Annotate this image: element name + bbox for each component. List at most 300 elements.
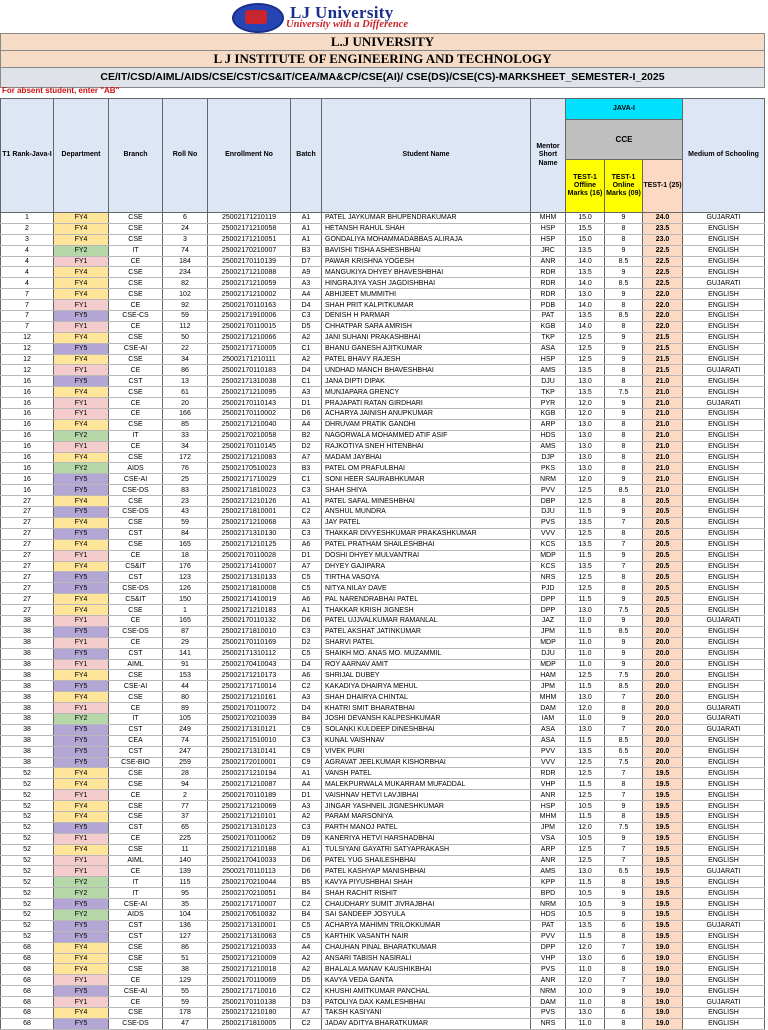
roll-cell[interactable]: 249 <box>163 724 208 735</box>
department-cell[interactable]: FY4 <box>54 670 109 681</box>
online-marks-cell[interactable]: 9 <box>605 550 643 561</box>
mentor-cell[interactable]: ASA <box>531 735 566 746</box>
mentor-cell[interactable]: KGB <box>531 321 566 332</box>
enrollment-cell[interactable]: 25002171210087 <box>208 779 291 790</box>
enrollment-cell[interactable]: 25002171210033 <box>208 942 291 953</box>
roll-cell[interactable]: 76 <box>163 463 208 474</box>
medium-cell[interactable]: GUJARATI <box>683 920 765 931</box>
student-name-cell[interactable]: SHAH DHAIRYA CHINTAL <box>322 692 531 703</box>
branch-cell[interactable]: CE <box>109 409 163 420</box>
offline-marks-cell[interactable]: 12.5 <box>566 583 605 594</box>
enrollment-cell[interactable]: 25002171310063 <box>208 931 291 942</box>
offline-marks-cell[interactable]: 12.5 <box>566 332 605 343</box>
rank-cell[interactable]: 16 <box>1 430 54 441</box>
department-cell[interactable]: FY4 <box>54 942 109 953</box>
roll-cell[interactable]: 74 <box>163 735 208 746</box>
batch-cell[interactable]: C3 <box>291 822 322 833</box>
roll-cell[interactable]: 86 <box>163 365 208 376</box>
total-marks-cell[interactable]: 19.0 <box>643 975 683 986</box>
batch-cell[interactable]: C3 <box>291 735 322 746</box>
enrollment-cell[interactable]: 25002170210044 <box>208 877 291 888</box>
branch-cell[interactable]: CSE-DS <box>109 626 163 637</box>
enrollment-cell[interactable]: 25002170110183 <box>208 365 291 376</box>
department-cell[interactable]: FY1 <box>54 615 109 626</box>
offline-marks-cell[interactable]: 13.5 <box>566 365 605 376</box>
mentor-cell[interactable]: ANR <box>531 855 566 866</box>
total-marks-cell[interactable]: 20.5 <box>643 572 683 583</box>
enrollment-cell[interactable]: 25002171210095 <box>208 387 291 398</box>
online-marks-cell[interactable]: 9 <box>605 354 643 365</box>
online-marks-cell[interactable]: 8 <box>605 223 643 234</box>
branch-cell[interactable]: CSE-AI <box>109 986 163 997</box>
roll-cell[interactable]: 3 <box>163 234 208 245</box>
roll-cell[interactable]: 150 <box>163 594 208 605</box>
branch-cell[interactable]: CE <box>109 866 163 877</box>
online-marks-cell[interactable]: 9 <box>605 474 643 485</box>
enrollment-cell[interactable]: 25002171210173 <box>208 670 291 681</box>
batch-cell[interactable]: A1 <box>291 234 322 245</box>
online-marks-cell[interactable]: 8 <box>605 931 643 942</box>
branch-cell[interactable]: AIDS <box>109 463 163 474</box>
mentor-cell[interactable]: HSP <box>531 801 566 812</box>
roll-cell[interactable]: 115 <box>163 877 208 888</box>
medium-cell[interactable]: ENGLISH <box>683 953 765 964</box>
total-marks-cell[interactable]: 24.0 <box>643 213 683 224</box>
department-cell[interactable]: FY1 <box>54 659 109 670</box>
department-cell[interactable]: FY1 <box>54 790 109 801</box>
rank-cell[interactable]: 38 <box>1 713 54 724</box>
student-name-cell[interactable]: BAVISHI TISHA ASHESHBHAI <box>322 245 531 256</box>
online-marks-cell[interactable]: 9 <box>605 899 643 910</box>
student-name-cell[interactable]: SHAIKH MO. ANAS MO. MUZAMMIL <box>322 648 531 659</box>
branch-cell[interactable]: CE <box>109 997 163 1008</box>
branch-cell[interactable]: CSE <box>109 278 163 289</box>
medium-cell[interactable]: GUJARATI <box>683 365 765 376</box>
mentor-cell[interactable]: KGB <box>531 409 566 420</box>
batch-cell[interactable]: C2 <box>291 1018 322 1029</box>
medium-cell[interactable]: ENGLISH <box>683 354 765 365</box>
total-marks-cell[interactable]: 22.5 <box>643 267 683 278</box>
total-marks-cell[interactable]: 21.5 <box>643 354 683 365</box>
offline-marks-cell[interactable]: 15.0 <box>566 234 605 245</box>
enrollment-cell[interactable]: 25002171710016 <box>208 986 291 997</box>
rank-cell[interactable]: 27 <box>1 550 54 561</box>
medium-cell[interactable]: ENGLISH <box>683 833 765 844</box>
rank-cell[interactable]: 27 <box>1 517 54 528</box>
offline-marks-cell[interactable]: 13.5 <box>566 517 605 528</box>
batch-cell[interactable]: D5 <box>291 321 322 332</box>
offline-marks-cell[interactable]: 12.5 <box>566 855 605 866</box>
rank-cell[interactable]: 27 <box>1 539 54 550</box>
branch-cell[interactable]: CSE <box>109 844 163 855</box>
department-cell[interactable]: FY5 <box>54 920 109 931</box>
department-cell[interactable]: FY4 <box>54 289 109 300</box>
department-cell[interactable]: FY4 <box>54 605 109 616</box>
total-marks-cell[interactable]: 22.5 <box>643 256 683 267</box>
offline-marks-cell[interactable]: 13.0 <box>566 953 605 964</box>
medium-cell[interactable]: GUJARATI <box>683 703 765 714</box>
department-cell[interactable]: FY1 <box>54 300 109 311</box>
online-marks-cell[interactable]: 6 <box>605 953 643 964</box>
enrollment-cell[interactable]: 25002171310038 <box>208 376 291 387</box>
online-marks-cell[interactable]: 7.5 <box>605 387 643 398</box>
online-marks-cell[interactable]: 8.5 <box>605 256 643 267</box>
roll-cell[interactable]: 11 <box>163 844 208 855</box>
online-marks-cell[interactable]: 9 <box>605 409 643 420</box>
enrollment-cell[interactable]: 25002171210068 <box>208 517 291 528</box>
total-marks-cell[interactable]: 20.0 <box>643 703 683 714</box>
roll-cell[interactable]: 104 <box>163 910 208 921</box>
offline-marks-cell[interactable]: 11.0 <box>566 997 605 1008</box>
total-marks-cell[interactable]: 20.0 <box>643 724 683 735</box>
enrollment-cell[interactable]: 25002170210051 <box>208 888 291 899</box>
department-cell[interactable]: FY5 <box>54 474 109 485</box>
total-marks-cell[interactable]: 21.0 <box>643 398 683 409</box>
department-cell[interactable]: FY1 <box>54 703 109 714</box>
department-cell[interactable]: FY4 <box>54 517 109 528</box>
mentor-cell[interactable]: MDP <box>531 637 566 648</box>
mentor-cell[interactable]: HDS <box>531 910 566 921</box>
mentor-cell[interactable]: HAM <box>531 670 566 681</box>
medium-cell[interactable]: ENGLISH <box>683 387 765 398</box>
online-marks-cell[interactable]: 8.5 <box>605 626 643 637</box>
student-name-cell[interactable]: PATEL JAYKUMAR BHUPENDRAKUMAR <box>322 213 531 224</box>
enrollment-cell[interactable]: 25002170110139 <box>208 256 291 267</box>
department-cell[interactable]: FY4 <box>54 1008 109 1019</box>
offline-marks-cell[interactable]: 11.5 <box>566 626 605 637</box>
department-cell[interactable]: FY2 <box>54 463 109 474</box>
branch-cell[interactable]: CSE <box>109 605 163 616</box>
medium-cell[interactable]: GUJARATI <box>683 615 765 626</box>
roll-cell[interactable]: 178 <box>163 1008 208 1019</box>
medium-cell[interactable]: ENGLISH <box>683 975 765 986</box>
rank-cell[interactable]: 68 <box>1 964 54 975</box>
offline-marks-cell[interactable]: 10.5 <box>566 801 605 812</box>
offline-marks-cell[interactable]: 12.5 <box>566 354 605 365</box>
batch-cell[interactable]: C3 <box>291 485 322 496</box>
medium-cell[interactable]: ENGLISH <box>683 899 765 910</box>
offline-marks-cell[interactable]: 12.5 <box>566 496 605 507</box>
rank-cell[interactable]: 38 <box>1 724 54 735</box>
roll-cell[interactable]: 18 <box>163 550 208 561</box>
online-marks-cell[interactable]: 8.5 <box>605 485 643 496</box>
mentor-cell[interactable]: JAZ <box>531 615 566 626</box>
branch-cell[interactable]: CS&IT <box>109 561 163 572</box>
online-marks-cell[interactable]: 9 <box>605 888 643 899</box>
student-name-cell[interactable]: UNDHAD MANCH BHAVESHBHAI <box>322 365 531 376</box>
branch-cell[interactable]: CSE-AI <box>109 681 163 692</box>
roll-cell[interactable]: 51 <box>163 953 208 964</box>
mentor-cell[interactable]: VSA <box>531 833 566 844</box>
mentor-cell[interactable]: AMS <box>531 365 566 376</box>
branch-cell[interactable]: CSE-AI <box>109 899 163 910</box>
total-marks-cell[interactable]: 19.0 <box>643 997 683 1008</box>
batch-cell[interactable]: A1 <box>291 496 322 507</box>
total-marks-cell[interactable]: 19.0 <box>643 1008 683 1019</box>
roll-cell[interactable]: 140 <box>163 855 208 866</box>
branch-cell[interactable]: CE <box>109 300 163 311</box>
mentor-cell[interactable]: ANR <box>531 256 566 267</box>
offline-marks-cell[interactable]: 13.0 <box>566 724 605 735</box>
mentor-cell[interactable]: PAT <box>531 311 566 322</box>
medium-cell[interactable]: ENGLISH <box>683 409 765 420</box>
department-cell[interactable]: FY4 <box>54 278 109 289</box>
student-name-cell[interactable]: BHALALA MANAV KAUSHIKBHAI <box>322 964 531 975</box>
online-marks-cell[interactable]: 8 <box>605 583 643 594</box>
department-cell[interactable]: FY5 <box>54 1018 109 1029</box>
batch-cell[interactable]: D1 <box>291 550 322 561</box>
mentor-cell[interactable]: PAT <box>531 920 566 931</box>
rank-cell[interactable]: 27 <box>1 594 54 605</box>
student-name-cell[interactable]: JADAV ADITYA BHARATKUMAR <box>322 1018 531 1029</box>
roll-cell[interactable]: 25 <box>163 474 208 485</box>
student-name-cell[interactable]: ANSARI TABISH NASIRALI <box>322 953 531 964</box>
offline-marks-cell[interactable]: 12.0 <box>566 474 605 485</box>
rank-cell[interactable]: 4 <box>1 267 54 278</box>
medium-cell[interactable]: ENGLISH <box>683 289 765 300</box>
online-marks-cell[interactable]: 7 <box>605 539 643 550</box>
roll-cell[interactable]: 141 <box>163 648 208 659</box>
rank-cell[interactable]: 52 <box>1 866 54 877</box>
total-marks-cell[interactable]: 19.0 <box>643 1018 683 1029</box>
offline-marks-cell[interactable]: 11.5 <box>566 877 605 888</box>
total-marks-cell[interactable]: 19.5 <box>643 822 683 833</box>
rank-cell[interactable]: 27 <box>1 605 54 616</box>
batch-cell[interactable]: C5 <box>291 583 322 594</box>
batch-cell[interactable]: D4 <box>291 300 322 311</box>
mentor-cell[interactable]: AMS <box>531 866 566 877</box>
department-cell[interactable]: FY4 <box>54 332 109 343</box>
batch-cell[interactable]: A7 <box>291 561 322 572</box>
total-marks-cell[interactable]: 19.5 <box>643 844 683 855</box>
enrollment-cell[interactable]: 25002171810001 <box>208 507 291 518</box>
student-name-cell[interactable]: CHAUDHARY SUMIT JIVRAJBHAI <box>322 899 531 910</box>
branch-cell[interactable]: CST <box>109 376 163 387</box>
roll-cell[interactable]: 153 <box>163 670 208 681</box>
batch-cell[interactable]: A3 <box>291 278 322 289</box>
rank-cell[interactable]: 52 <box>1 768 54 779</box>
batch-cell[interactable]: B4 <box>291 888 322 899</box>
total-marks-cell[interactable]: 19.5 <box>643 899 683 910</box>
roll-cell[interactable]: 92 <box>163 300 208 311</box>
rank-cell[interactable]: 7 <box>1 289 54 300</box>
mentor-cell[interactable]: VVV <box>531 528 566 539</box>
student-name-cell[interactable]: ACHARYA JAINISH ANUPKUMAR <box>322 409 531 420</box>
student-name-cell[interactable]: PATOLIYA DAX KAMLESHBHAI <box>322 997 531 1008</box>
batch-cell[interactable]: A7 <box>291 1008 322 1019</box>
offline-marks-cell[interactable]: 13.0 <box>566 452 605 463</box>
student-name-cell[interactable]: KANERIYA HETVI HARSHADBHAI <box>322 833 531 844</box>
rank-cell[interactable]: 38 <box>1 659 54 670</box>
branch-cell[interactable]: CSE-AI <box>109 474 163 485</box>
medium-cell[interactable]: ENGLISH <box>683 594 765 605</box>
mentor-cell[interactable]: DJU <box>531 648 566 659</box>
branch-cell[interactable]: CSE <box>109 419 163 430</box>
branch-cell[interactable]: CSE <box>109 539 163 550</box>
rank-cell[interactable]: 68 <box>1 942 54 953</box>
total-marks-cell[interactable]: 21.0 <box>643 463 683 474</box>
total-marks-cell[interactable]: 21.0 <box>643 474 683 485</box>
batch-cell[interactable]: D4 <box>291 659 322 670</box>
offline-marks-cell[interactable]: 13.5 <box>566 539 605 550</box>
online-marks-cell[interactable]: 8 <box>605 419 643 430</box>
batch-cell[interactable]: A2 <box>291 953 322 964</box>
rank-cell[interactable]: 52 <box>1 822 54 833</box>
mentor-cell[interactable]: HSP <box>531 223 566 234</box>
batch-cell[interactable]: D6 <box>291 866 322 877</box>
roll-cell[interactable]: 259 <box>163 757 208 768</box>
student-name-cell[interactable]: VIVEK PURI <box>322 746 531 757</box>
student-name-cell[interactable]: SHAH PRIT KALPITKUMAR <box>322 300 531 311</box>
online-marks-cell[interactable]: 8 <box>605 365 643 376</box>
offline-marks-cell[interactable]: 13.0 <box>566 441 605 452</box>
department-cell[interactable]: FY2 <box>54 910 109 921</box>
medium-cell[interactable]: ENGLISH <box>683 245 765 256</box>
medium-cell[interactable]: ENGLISH <box>683 670 765 681</box>
enrollment-cell[interactable]: 25002171210161 <box>208 692 291 703</box>
total-marks-cell[interactable]: 19.0 <box>643 953 683 964</box>
mentor-cell[interactable]: HDS <box>531 430 566 441</box>
mentor-cell[interactable]: RDR <box>531 768 566 779</box>
rank-cell[interactable]: 38 <box>1 615 54 626</box>
online-marks-cell[interactable]: 8 <box>605 811 643 822</box>
roll-cell[interactable]: 234 <box>163 267 208 278</box>
medium-cell[interactable]: ENGLISH <box>683 877 765 888</box>
rank-cell[interactable]: 12 <box>1 365 54 376</box>
rank-cell[interactable]: 38 <box>1 692 54 703</box>
student-name-cell[interactable]: JINGAR YASHNEIL JIGNESHKUMAR <box>322 801 531 812</box>
enrollment-cell[interactable]: 25002170210039 <box>208 713 291 724</box>
mentor-cell[interactable]: NRM <box>531 899 566 910</box>
rank-cell[interactable]: 68 <box>1 975 54 986</box>
department-cell[interactable]: FY4 <box>54 267 109 278</box>
branch-cell[interactable]: CST <box>109 528 163 539</box>
online-marks-cell[interactable]: 8 <box>605 463 643 474</box>
branch-cell[interactable]: CSE <box>109 953 163 964</box>
department-cell[interactable]: FY1 <box>54 975 109 986</box>
department-cell[interactable]: FY4 <box>54 811 109 822</box>
online-marks-cell[interactable]: 8 <box>605 234 643 245</box>
rank-cell[interactable]: 52 <box>1 931 54 942</box>
batch-cell[interactable]: A6 <box>291 670 322 681</box>
student-name-cell[interactable]: JANA DIPTI DIPAK <box>322 376 531 387</box>
batch-cell[interactable]: C9 <box>291 746 322 757</box>
offline-marks-cell[interactable]: 14.0 <box>566 300 605 311</box>
student-name-cell[interactable]: PAWAR KRISHNA YOGESH <box>322 256 531 267</box>
online-marks-cell[interactable]: 9 <box>605 801 643 812</box>
student-name-cell[interactable]: VANSH PATEL <box>322 768 531 779</box>
mentor-cell[interactable]: RDR <box>531 278 566 289</box>
offline-marks-cell[interactable]: 12.0 <box>566 822 605 833</box>
batch-cell[interactable]: C5 <box>291 648 322 659</box>
enrollment-cell[interactable]: 25002170210007 <box>208 245 291 256</box>
branch-cell[interactable]: AIML <box>109 659 163 670</box>
student-name-cell[interactable]: PATEL AKSHAT JATINKUMAR <box>322 626 531 637</box>
department-cell[interactable]: FY5 <box>54 724 109 735</box>
enrollment-cell[interactable]: 25002170110069 <box>208 975 291 986</box>
roll-cell[interactable]: 247 <box>163 746 208 757</box>
rank-cell[interactable]: 3 <box>1 234 54 245</box>
student-name-cell[interactable]: TIRTHA VASOYA <box>322 572 531 583</box>
mentor-cell[interactable]: DPP <box>531 605 566 616</box>
total-marks-cell[interactable]: 23.0 <box>643 234 683 245</box>
branch-cell[interactable]: CST <box>109 572 163 583</box>
total-marks-cell[interactable]: 20.0 <box>643 659 683 670</box>
rank-cell[interactable]: 38 <box>1 637 54 648</box>
offline-marks-cell[interactable]: 12.5 <box>566 757 605 768</box>
enrollment-cell[interactable]: 25002171310141 <box>208 746 291 757</box>
total-marks-cell[interactable]: 19.0 <box>643 942 683 953</box>
rank-cell[interactable]: 7 <box>1 311 54 322</box>
rank-cell[interactable]: 27 <box>1 561 54 572</box>
department-cell[interactable]: FY5 <box>54 572 109 583</box>
medium-cell[interactable]: ENGLISH <box>683 746 765 757</box>
department-cell[interactable]: FY2 <box>54 430 109 441</box>
rank-cell[interactable]: 68 <box>1 1018 54 1029</box>
roll-cell[interactable]: 23 <box>163 496 208 507</box>
mentor-cell[interactable]: DJU <box>531 507 566 518</box>
total-marks-cell[interactable]: 20.5 <box>643 561 683 572</box>
total-marks-cell[interactable]: 20.0 <box>643 670 683 681</box>
mentor-cell[interactable]: DAM <box>531 703 566 714</box>
enrollment-cell[interactable]: 25002171310123 <box>208 822 291 833</box>
batch-cell[interactable]: D7 <box>291 256 322 267</box>
branch-cell[interactable]: CSE <box>109 234 163 245</box>
total-marks-cell[interactable]: 19.0 <box>643 964 683 975</box>
batch-cell[interactable]: A2 <box>291 332 322 343</box>
roll-cell[interactable]: 94 <box>163 779 208 790</box>
roll-cell[interactable]: 38 <box>163 964 208 975</box>
rank-cell[interactable]: 38 <box>1 746 54 757</box>
offline-marks-cell[interactable]: 13.0 <box>566 866 605 877</box>
medium-cell[interactable]: ENGLISH <box>683 822 765 833</box>
medium-cell[interactable]: ENGLISH <box>683 964 765 975</box>
total-marks-cell[interactable]: 22.5 <box>643 278 683 289</box>
medium-cell[interactable]: ENGLISH <box>683 681 765 692</box>
branch-cell[interactable]: CSE <box>109 768 163 779</box>
total-marks-cell[interactable]: 20.0 <box>643 746 683 757</box>
total-marks-cell[interactable]: 20.0 <box>643 615 683 626</box>
online-marks-cell[interactable]: 8.5 <box>605 681 643 692</box>
total-marks-cell[interactable]: 20.0 <box>643 626 683 637</box>
rank-cell[interactable]: 12 <box>1 332 54 343</box>
offline-marks-cell[interactable]: 12.5 <box>566 844 605 855</box>
department-cell[interactable]: FY5 <box>54 583 109 594</box>
online-marks-cell[interactable]: 7.5 <box>605 757 643 768</box>
roll-cell[interactable]: 95 <box>163 888 208 899</box>
batch-cell[interactable]: A6 <box>291 594 322 605</box>
offline-marks-cell[interactable]: 11.5 <box>566 681 605 692</box>
department-cell[interactable]: FY5 <box>54 746 109 757</box>
branch-cell[interactable]: CE <box>109 256 163 267</box>
batch-cell[interactable]: A1 <box>291 213 322 224</box>
department-cell[interactable]: FY5 <box>54 681 109 692</box>
medium-cell[interactable]: ENGLISH <box>683 550 765 561</box>
roll-cell[interactable]: 77 <box>163 801 208 812</box>
medium-cell[interactable]: ENGLISH <box>683 223 765 234</box>
student-name-cell[interactable]: MUNJAPARA GRENCY <box>322 387 531 398</box>
mentor-cell[interactable]: PDB <box>531 300 566 311</box>
online-marks-cell[interactable]: 9 <box>605 910 643 921</box>
online-marks-cell[interactable]: 9 <box>605 343 643 354</box>
medium-cell[interactable]: ENGLISH <box>683 779 765 790</box>
branch-cell[interactable]: CS&IT <box>109 594 163 605</box>
student-name-cell[interactable]: SHRIJAL DUBEY <box>322 670 531 681</box>
rank-cell[interactable]: 38 <box>1 681 54 692</box>
online-marks-cell[interactable]: 9 <box>605 213 643 224</box>
total-marks-cell[interactable]: 20.0 <box>643 735 683 746</box>
online-marks-cell[interactable]: 8 <box>605 496 643 507</box>
